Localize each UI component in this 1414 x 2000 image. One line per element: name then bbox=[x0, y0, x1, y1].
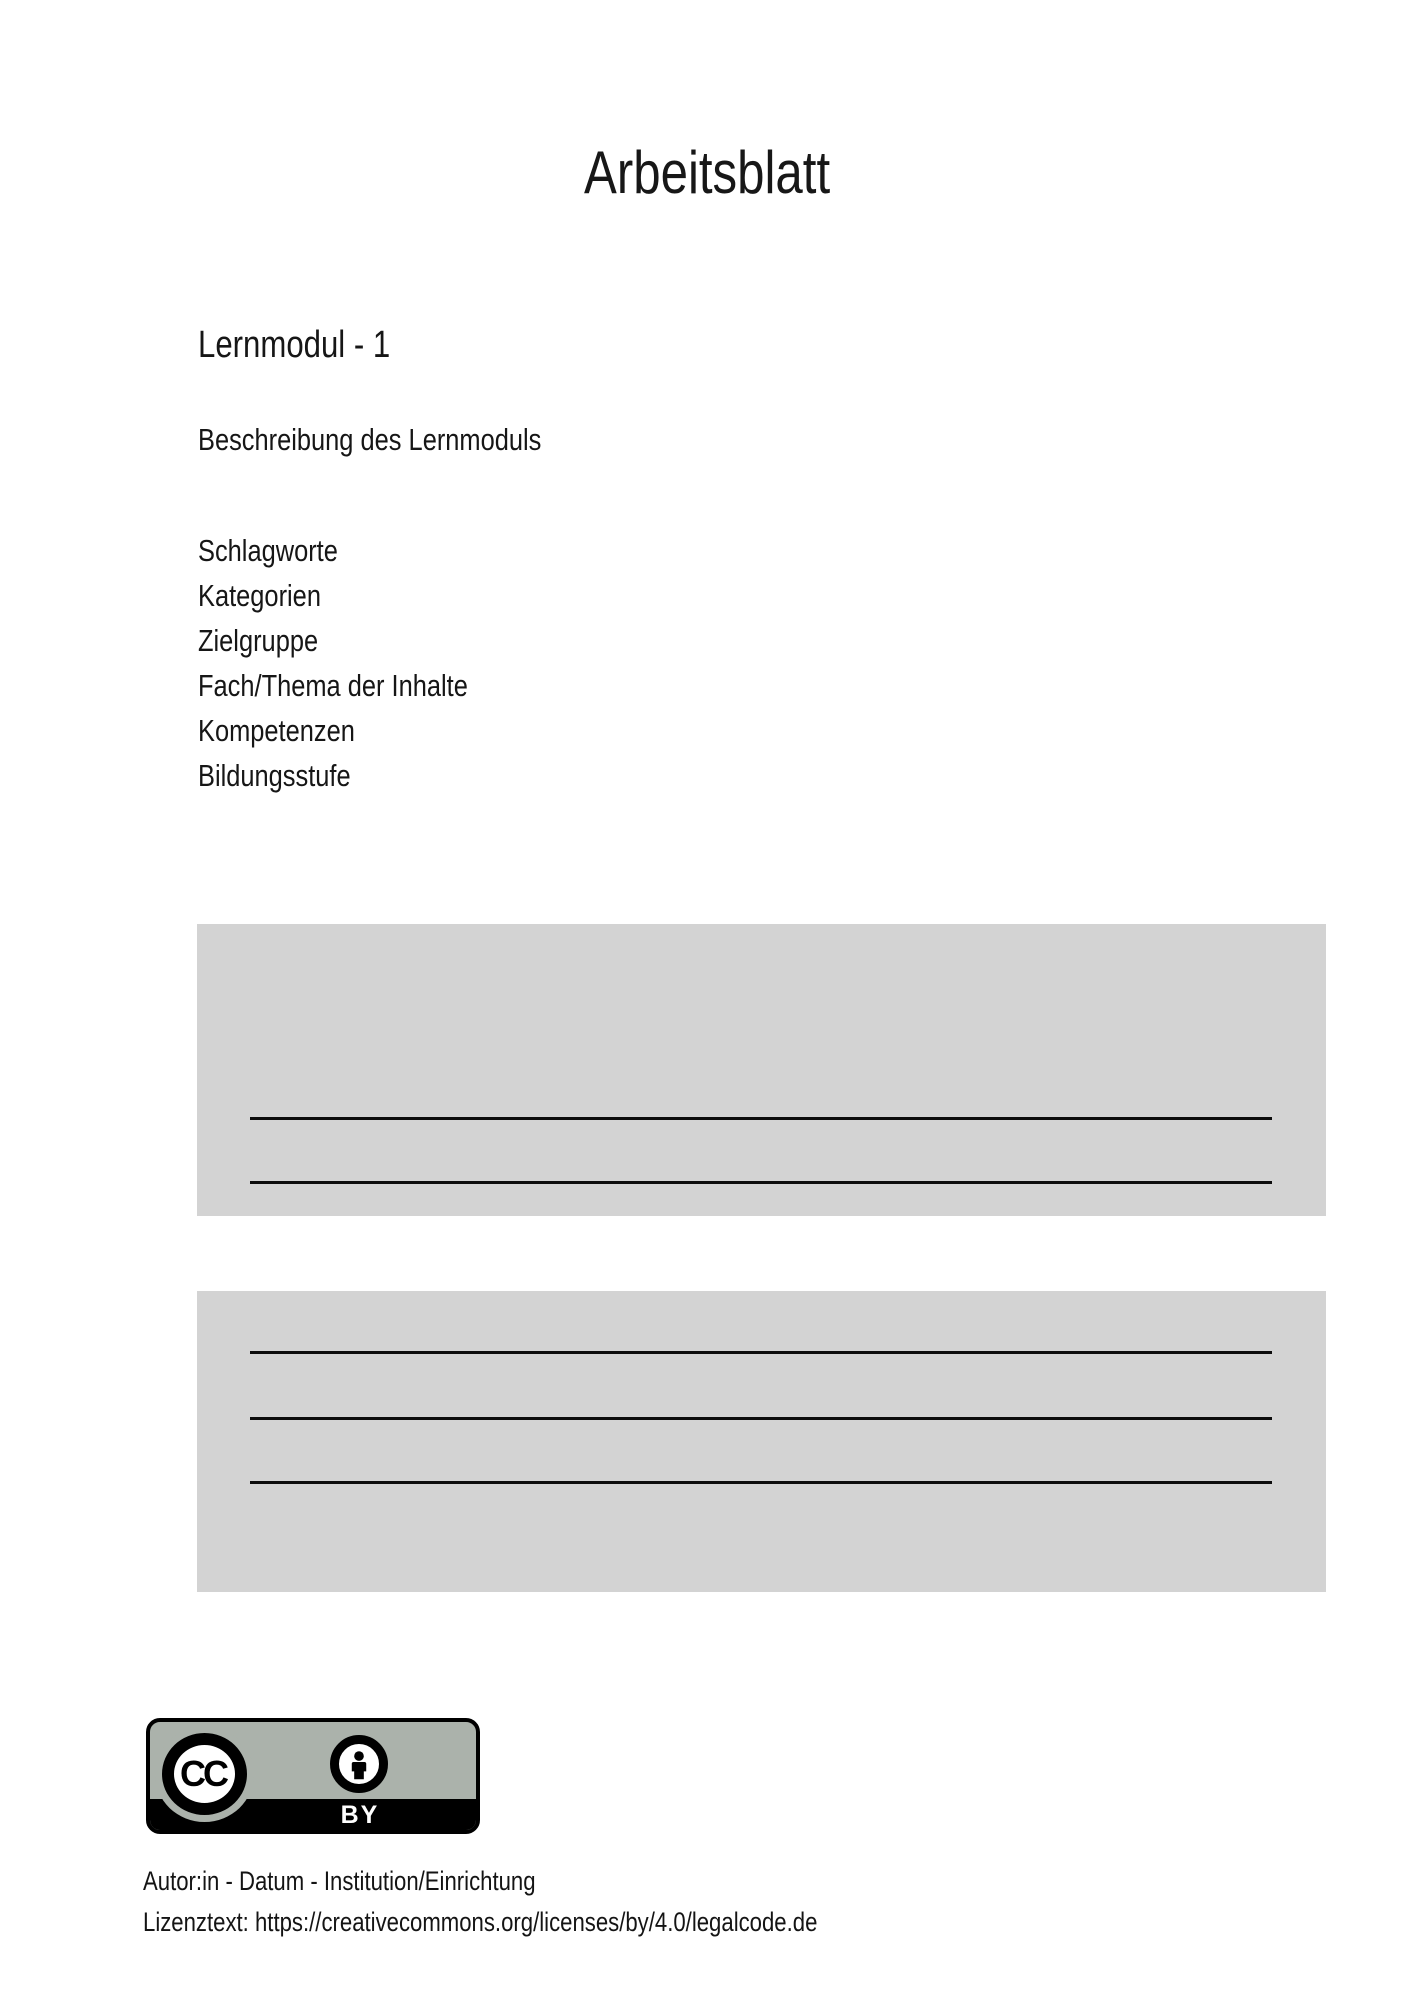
field-label: Kategorien bbox=[198, 578, 321, 613]
answer-line bbox=[250, 1481, 1272, 1484]
module-heading bbox=[198, 326, 432, 364]
license-line-text: Lizenztext: https://creativecommons.org/licenses/by/4.0/legalcode.de bbox=[143, 1907, 818, 1937]
module-subheading-text: Beschreibung des Lernmoduls bbox=[198, 422, 542, 457]
field-row bbox=[198, 708, 527, 753]
license-footer bbox=[143, 1861, 965, 1943]
field-row bbox=[198, 573, 527, 618]
field-label: Schlagworte bbox=[198, 533, 338, 568]
field-row bbox=[198, 663, 527, 708]
cc-logo-icon bbox=[162, 1733, 247, 1815]
field-label: Bildungsstufe bbox=[198, 758, 351, 793]
answer-box-2 bbox=[197, 1291, 1326, 1592]
license-line bbox=[143, 1902, 965, 1943]
field-label: Zielgruppe bbox=[198, 623, 319, 658]
answer-line bbox=[250, 1117, 1272, 1120]
module-subheading bbox=[198, 424, 617, 455]
field-label: Fach/Thema der Inhalte bbox=[198, 668, 468, 703]
module-heading-text: Lernmodul - 1 bbox=[198, 324, 391, 366]
field-label: Kompetenzen bbox=[198, 713, 355, 748]
field-row bbox=[198, 528, 527, 573]
by-label: BY bbox=[340, 1800, 380, 1829]
field-row bbox=[198, 618, 527, 663]
author-line-text: Autor:in - Datum - Institution/Einrichtung bbox=[143, 1866, 536, 1896]
answer-line bbox=[250, 1181, 1272, 1184]
author-line bbox=[143, 1861, 965, 1902]
page-title-text: Arbeitsblatt bbox=[583, 139, 831, 206]
answer-line bbox=[250, 1417, 1272, 1420]
answer-line bbox=[250, 1351, 1272, 1354]
field-list bbox=[198, 528, 527, 798]
answer-box-1 bbox=[197, 924, 1326, 1216]
cc-by-license-badge bbox=[146, 1718, 480, 1834]
page-title bbox=[0, 139, 1414, 206]
cc-logo-text: CC bbox=[180, 1753, 226, 1794]
field-row bbox=[198, 753, 527, 798]
attribution-person-icon bbox=[330, 1735, 388, 1793]
